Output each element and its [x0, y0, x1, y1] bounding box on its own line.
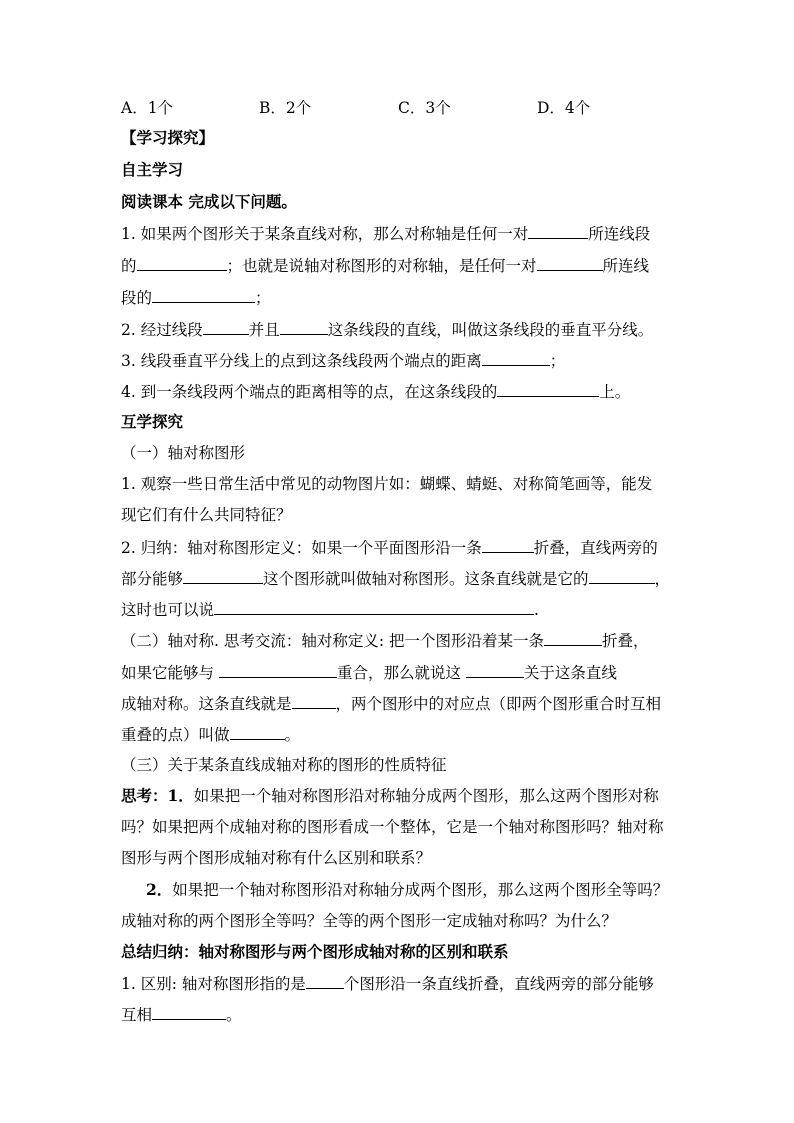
blank[interactable] [306, 972, 344, 989]
question-2: 2. 经过线段 并且 这条线段的直线，叫做这条线段的垂直平分线。 [121, 318, 653, 341]
blank[interactable] [482, 536, 534, 553]
question-1-line-2: 的 ；也就是说轴对称图形的对称轴，是任何一对 所连线 [121, 254, 649, 277]
blank[interactable] [497, 380, 599, 397]
blank[interactable] [544, 629, 602, 646]
blank[interactable] [528, 222, 588, 239]
blank[interactable] [203, 318, 249, 335]
section-2-line-4: 重叠的点）叫做 。 [121, 723, 300, 746]
option-a: A．1个 [121, 99, 174, 117]
section-2-line-3: 成轴对称。这条直线就是 ，两个图形中的对应点（即两个图形重合时互相 [121, 692, 661, 715]
blank[interactable] [219, 661, 337, 678]
heading-read: 阅读课本 完成以下问题。 [121, 192, 297, 211]
question-1-line-3: 段的 ； [121, 286, 271, 309]
question-4: 4. 到一条线段两个端点的距离相等的点，在这条线段的 上。 [121, 380, 630, 403]
question-1-line-1: 1. 如果两个图形关于某条直线对称，那么对称轴是任何一对 所连线段 [121, 222, 650, 245]
blank[interactable] [280, 318, 328, 335]
section-2-line-1: （二）轴对称. 思考交流：轴对称定义: 把一个图形沿着某一条 折叠， [121, 629, 649, 652]
section-1-title: （一）轴对称图形 [121, 444, 246, 462]
question-3: 3. 线段垂直平分线上的点到这条线段两个端点的距离 ； [121, 349, 565, 372]
paragraph-2-line-3: 这时也可以说 . [121, 598, 539, 621]
option-d: D．4个 [537, 99, 591, 117]
think-1-line-2: 吗？如果把两个成轴对称的图形看成一个整体，它是一个轴对称图形吗？轴对称 [121, 818, 664, 836]
paragraph-2-line-1: 2. 归纳：轴对称图形定义：如果一个平面图形沿一条 折叠，直线两旁的 [121, 536, 658, 559]
option-c: C．3个 [398, 99, 451, 117]
paragraph-2-line-2: 部分能够 这个图形就叫做轴对称图形。这条直线就是它的 ， [121, 567, 670, 590]
blank[interactable] [214, 598, 534, 615]
think-1-line-1: 思考：1．如果把一个轴对称图形沿对称轴分成两个图形，那么这两个图形对称 [121, 786, 659, 805]
paragraph-1-line-2: 现它们有什么共同特征？ [121, 506, 292, 524]
think-2-line-2: 成轴对称的两个图形全等吗？全等的两个图形一定成轴对称吗？为什么？ [121, 912, 618, 930]
think-1-line-3: 图形与两个图形成轴对称有什么区别和联系？ [121, 849, 432, 867]
blank[interactable] [482, 349, 550, 366]
blank[interactable] [183, 567, 263, 584]
heading-self-study: 自主学习 [121, 160, 184, 179]
blank[interactable] [152, 286, 255, 303]
blank[interactable] [537, 254, 603, 271]
paragraph-1-line-1: 1. 观察一些日常生活中常见的动物图片如：蝴蝶、蜻蜓、对称简笔画等，能发 [121, 475, 653, 493]
option-b: B．2个 [259, 99, 312, 117]
summary-heading: 总结归纳：轴对称图形与两个图形成轴对称的区别和联系 [121, 942, 509, 961]
blank[interactable] [589, 567, 655, 584]
heading-explore: 【学习探究】 [121, 128, 215, 147]
heading-mutual: 互学探究 [121, 412, 184, 431]
section-2-line-2: 如果它能够与 重合，那么就说这 关于这条直线 [121, 661, 617, 684]
difference-line-1: 1. 区别: 轴对称图形指的是 个图形沿一条直线折叠，直线两旁的部分能够 [121, 972, 654, 995]
think-2-line-1: 2．如果把一个轴对称图形沿对称轴分成两个图形，那么这两个图形全等吗？ [146, 880, 669, 899]
blank[interactable] [230, 723, 285, 740]
blank[interactable] [466, 661, 524, 678]
blank[interactable] [152, 1003, 226, 1020]
blank[interactable] [137, 254, 227, 271]
section-3-title: （三）关于某条直线成轴对称的图形的性质特征 [121, 756, 447, 774]
difference-line-2: 互相 。 [121, 1003, 242, 1026]
blank[interactable] [292, 692, 336, 709]
